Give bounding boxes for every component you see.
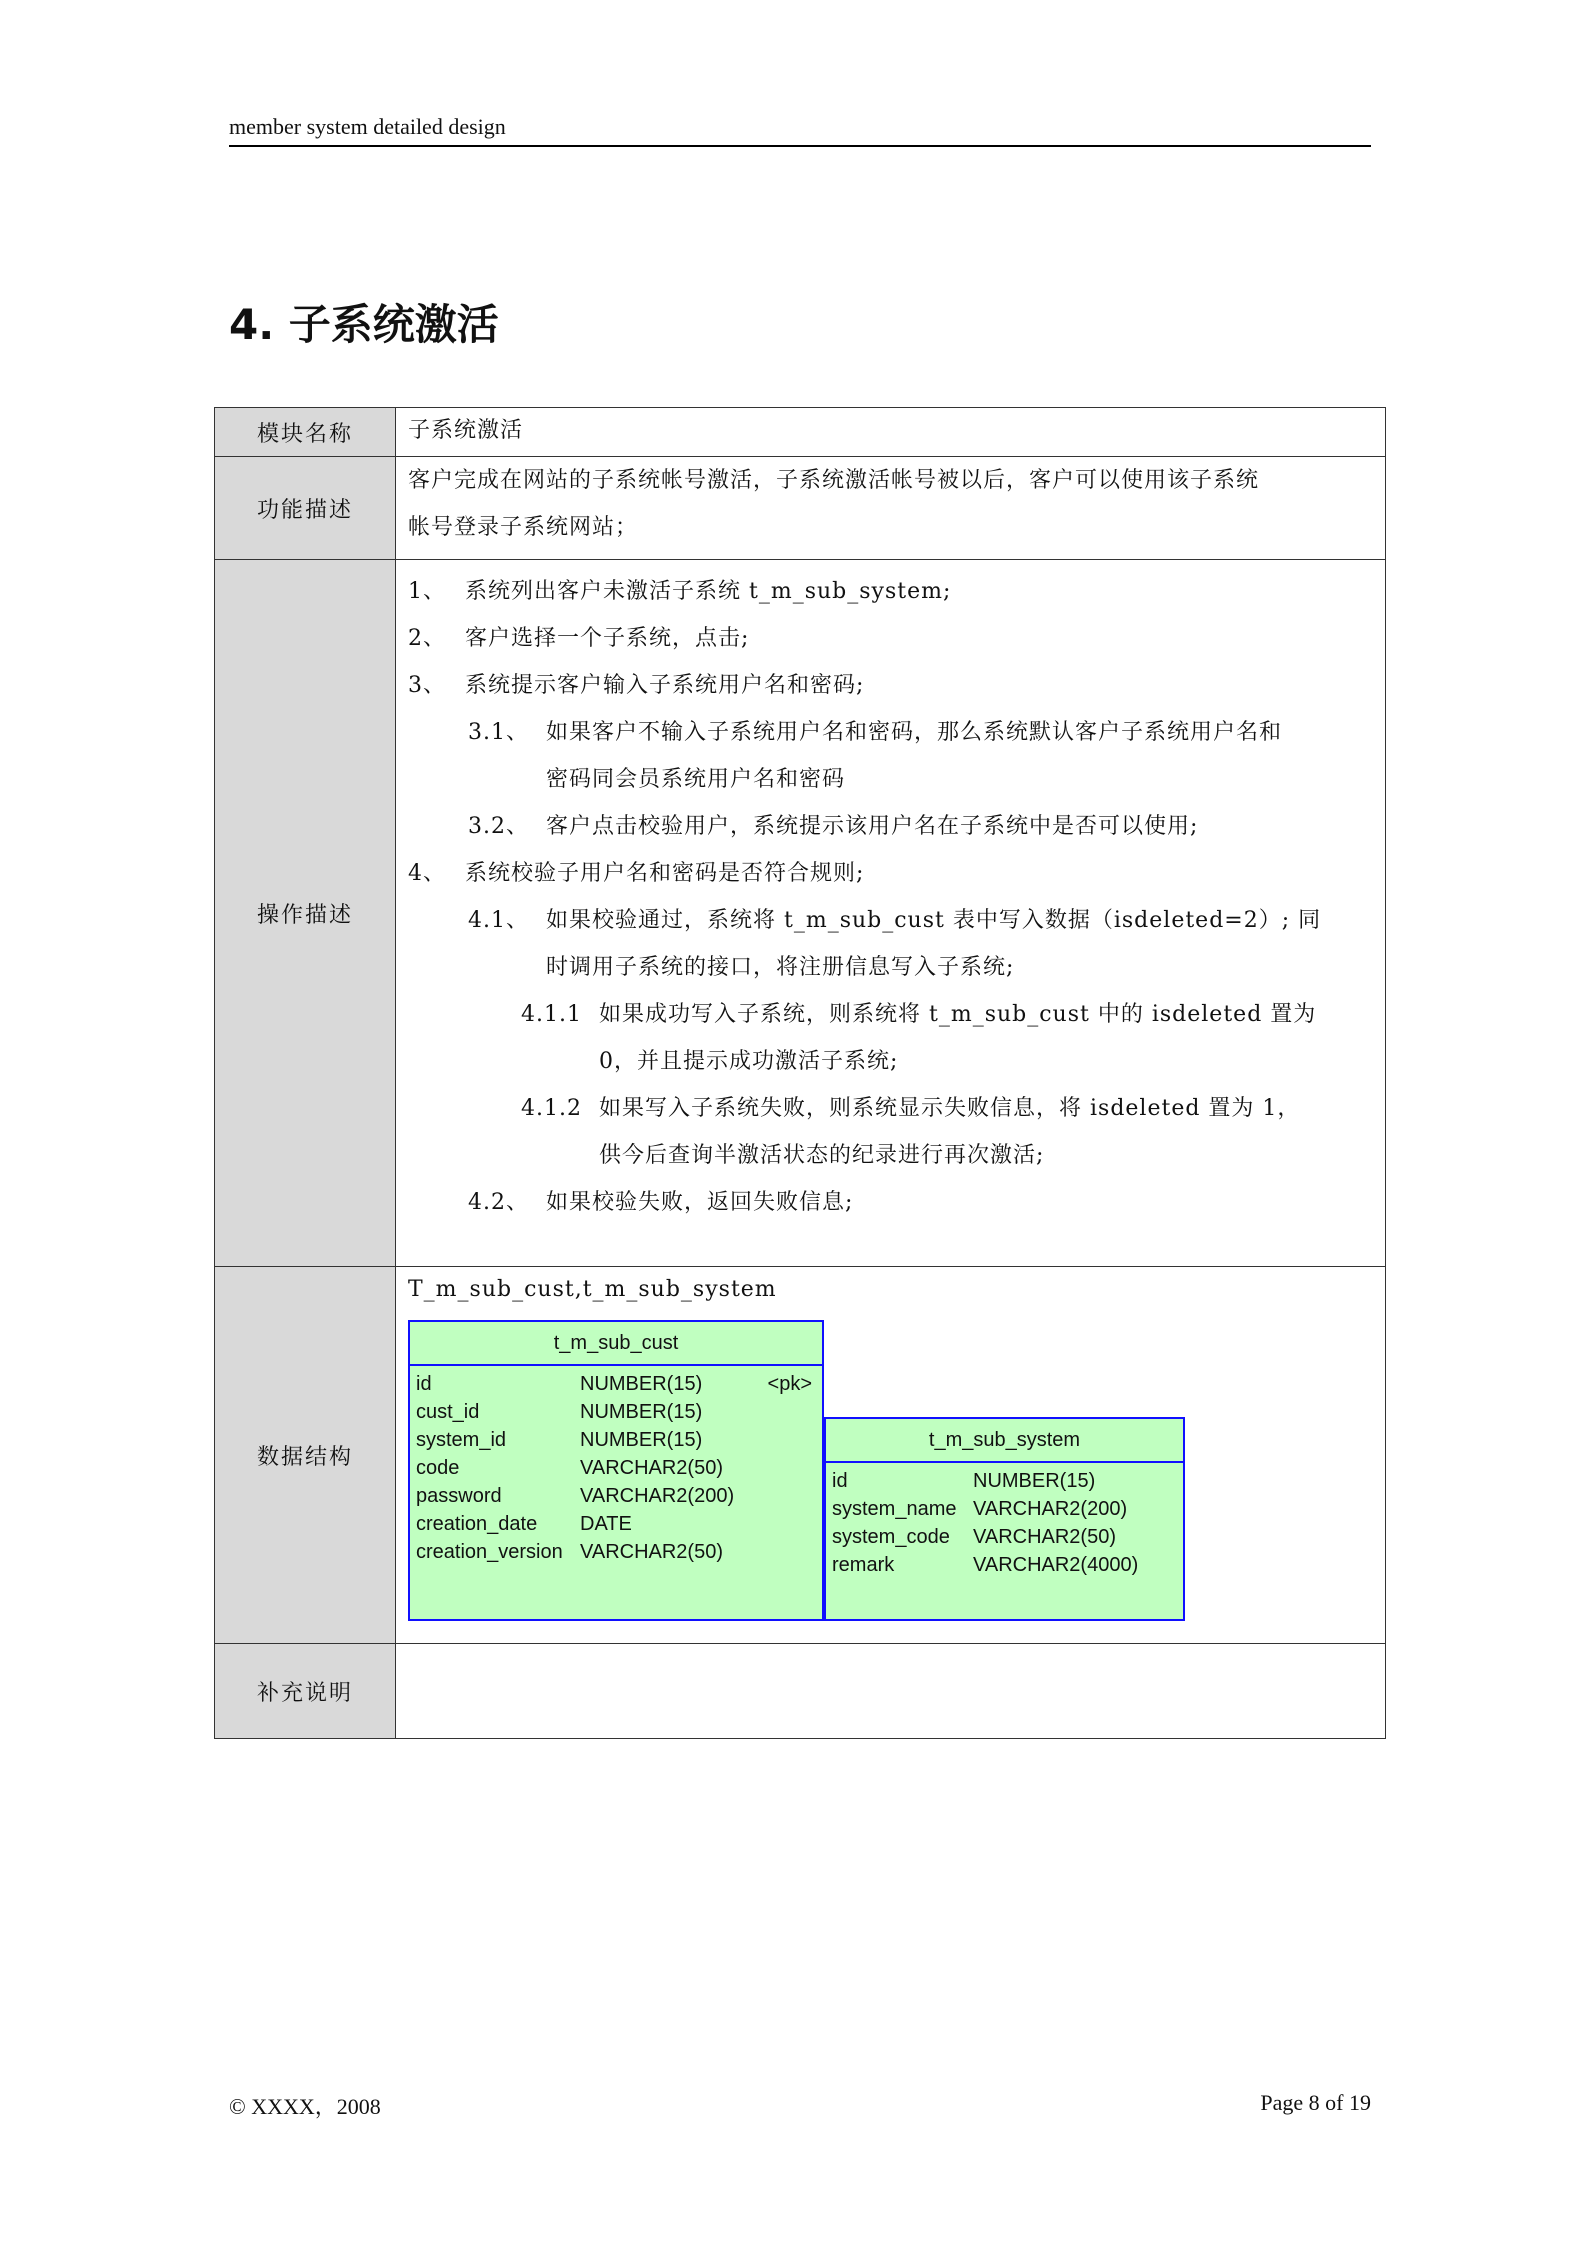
op-item bbox=[408, 1085, 1373, 1132]
column-type: VARCHAR2(50) bbox=[973, 1526, 1116, 1548]
ops-label: 操作描述 bbox=[215, 560, 396, 1267]
op-item bbox=[408, 803, 1373, 850]
op-text: 客户选择一个子系统，点击; bbox=[465, 626, 750, 651]
column-name: creation_date bbox=[416, 1513, 538, 1535]
op-number: 2、 bbox=[408, 626, 446, 651]
op-item bbox=[408, 615, 1373, 662]
column-name: id bbox=[416, 1373, 432, 1395]
column-type: NUMBER(15) bbox=[973, 1470, 1096, 1492]
column-name: id bbox=[832, 1470, 848, 1492]
data-label: 数据结构 bbox=[215, 1267, 396, 1644]
op-item bbox=[408, 1179, 1373, 1226]
running-header: member system detailed design bbox=[229, 114, 506, 139]
column-name: system_id bbox=[416, 1429, 507, 1451]
column-key: <pk> bbox=[767, 1373, 812, 1395]
op-text-continued: 时调用子系统的接口，将注册信息写入子系统; bbox=[546, 955, 1015, 980]
entity-column bbox=[410, 1370, 822, 1398]
entity-column bbox=[410, 1510, 822, 1538]
column-type: VARCHAR2(50) bbox=[580, 1541, 723, 1563]
footer-copyright: © XXXX，2008 bbox=[229, 2094, 381, 2119]
column-type: VARCHAR2(200) bbox=[580, 1485, 735, 1507]
op-number: 4.1、 bbox=[468, 908, 529, 933]
column-name: cust_id bbox=[416, 1401, 480, 1423]
op-text: 系统提示客户输入子系统用户名和密码; bbox=[465, 673, 865, 698]
column-type: DATE bbox=[580, 1513, 632, 1535]
entity-column bbox=[826, 1467, 1183, 1495]
column-type: VARCHAR2(50) bbox=[580, 1457, 723, 1479]
column-type: NUMBER(15) bbox=[580, 1429, 703, 1451]
entity-column bbox=[410, 1482, 822, 1510]
entity-t-m-sub-system bbox=[824, 1417, 1185, 1621]
op-number: 4.2、 bbox=[468, 1190, 529, 1215]
op-item bbox=[408, 662, 1373, 709]
entity-name: t_m_sub_system bbox=[826, 1419, 1183, 1463]
op-text: 如果成功写入子系统，则系统将 t_m_sub_cust 中的 isdeleted 置为 bbox=[599, 1002, 1317, 1027]
op-number: 1、 bbox=[408, 579, 446, 604]
op-text: 如果客户不输入子系统用户名和密码，那么系统默认客户子系统用户名和 bbox=[546, 720, 1283, 745]
column-type: NUMBER(15) bbox=[580, 1401, 703, 1423]
column-name: system_code bbox=[832, 1526, 950, 1548]
op-number: 4.1.1 bbox=[521, 1002, 582, 1027]
op-number: 3.1、 bbox=[468, 720, 529, 745]
entity-column bbox=[410, 1538, 822, 1566]
section-heading: 4. 子系统激活 bbox=[229, 300, 499, 349]
op-text: 系统校验子用户名和密码是否符合规则; bbox=[465, 861, 865, 886]
column-name: remark bbox=[832, 1554, 895, 1576]
op-text-continued: 0，并且提示成功激活子系统; bbox=[599, 1049, 899, 1074]
op-item bbox=[408, 991, 1373, 1038]
module-value: 子系统激活 bbox=[396, 408, 1386, 457]
entity-column bbox=[826, 1523, 1183, 1551]
entity-t-m-sub-cust bbox=[408, 1320, 824, 1621]
column-type: VARCHAR2(4000) bbox=[973, 1554, 1139, 1576]
op-number: 3、 bbox=[408, 673, 446, 698]
op-text: 如果写入子系统失败，则系统显示失败信息，将 isdeleted 置为 1， bbox=[599, 1096, 1301, 1121]
column-name: system_name bbox=[832, 1498, 957, 1520]
op-item bbox=[408, 709, 1373, 756]
op-item bbox=[408, 897, 1373, 944]
op-text: 系统列出客户未激活子系统 t_m_sub_system; bbox=[465, 579, 952, 604]
column-name: code bbox=[416, 1457, 460, 1479]
entity-column bbox=[410, 1454, 822, 1482]
ops-list bbox=[396, 560, 1386, 1267]
func-line: 帐号登录子系统网站； bbox=[408, 515, 639, 540]
op-text-continued: 供今后查询半激活状态的纪录进行再次激活; bbox=[599, 1143, 1045, 1168]
op-number: 4、 bbox=[408, 861, 446, 886]
column-type: NUMBER(15) bbox=[580, 1373, 703, 1395]
entity-name: t_m_sub_cust bbox=[410, 1322, 822, 1366]
op-item bbox=[408, 850, 1373, 897]
op-number: 4.1.2 bbox=[521, 1096, 582, 1121]
entity-column bbox=[410, 1426, 822, 1454]
func-line: 客户完成在网站的子系统帐号激活，子系统激活帐号被以后，客户可以使用该子系统 bbox=[408, 468, 1260, 493]
header-rule bbox=[229, 145, 1371, 147]
column-name: creation_version bbox=[416, 1541, 563, 1563]
column-name: password bbox=[416, 1485, 502, 1507]
op-text: 客户点击校验用户，系统提示该用户名在子系统中是否可以使用; bbox=[546, 814, 1199, 839]
func-label: 功能描述 bbox=[215, 457, 396, 560]
entity-column bbox=[410, 1398, 822, 1426]
extra-label: 补充说明 bbox=[215, 1644, 396, 1739]
data-value: T_m_sub_cust,t_m_sub_system bbox=[396, 1267, 1386, 1644]
op-text-continued: 密码同会员系统用户名和密码 bbox=[546, 767, 846, 792]
op-item bbox=[408, 568, 1373, 615]
entity-column bbox=[826, 1551, 1183, 1579]
module-label: 模块名称 bbox=[215, 408, 396, 457]
op-text: 如果校验通过，系统将 t_m_sub_cust 表中写入数据（isdeleted=2）; 同 bbox=[546, 908, 1322, 933]
op-text: 如果校验失败，返回失败信息; bbox=[546, 1190, 854, 1215]
op-number: 3.2、 bbox=[468, 814, 529, 839]
column-type: VARCHAR2(200) bbox=[973, 1498, 1128, 1520]
footer-page-number: Page 8 of 19 bbox=[1260, 2090, 1371, 2115]
extra-value bbox=[396, 1644, 1386, 1739]
entity-column bbox=[826, 1495, 1183, 1523]
